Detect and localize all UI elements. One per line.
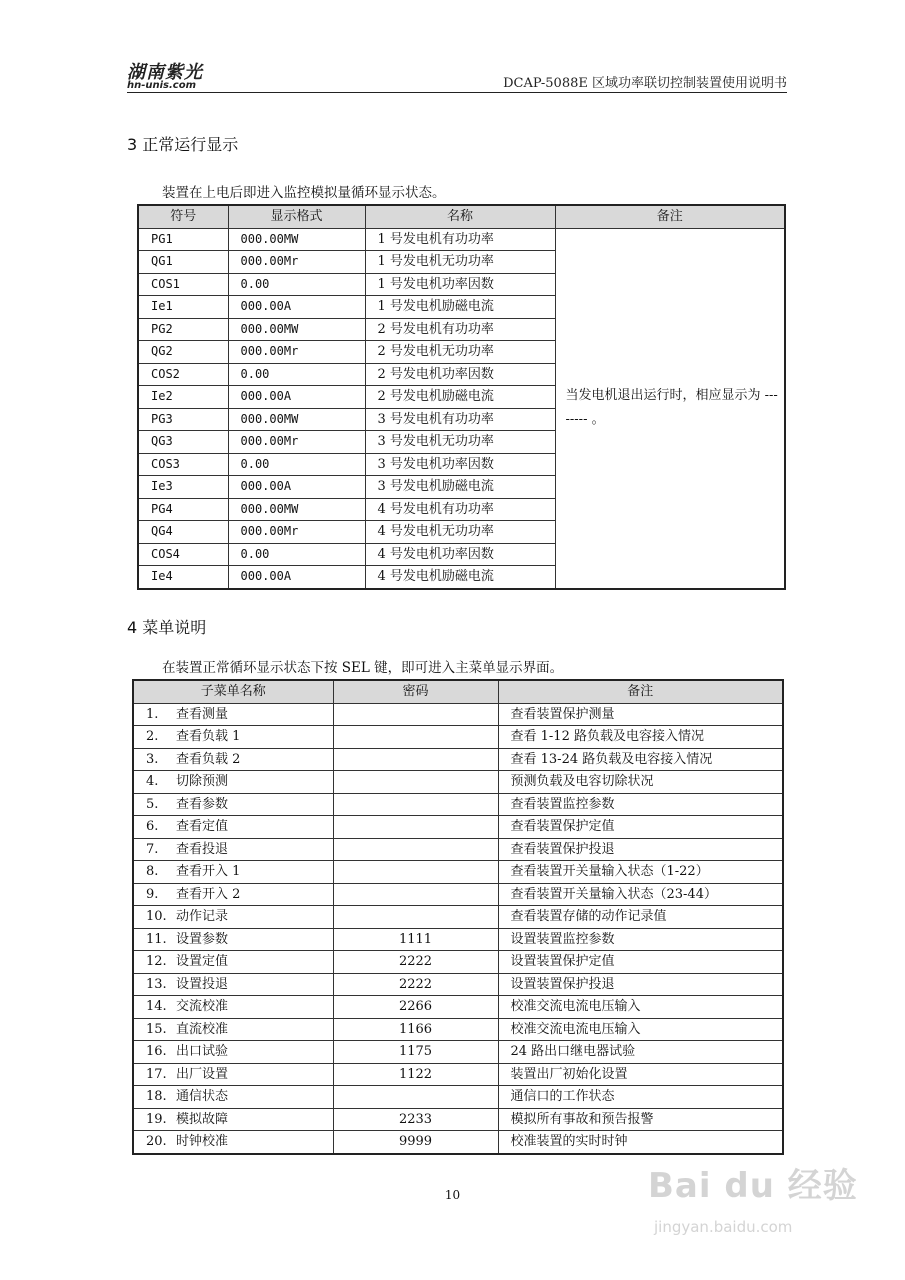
name-cell: 1 号发电机无功功率 — [365, 251, 555, 274]
symbol-cell: Ie4 — [138, 566, 228, 589]
symbol-cell: PG2 — [138, 318, 228, 341]
password-cell — [333, 816, 498, 839]
table-row — [133, 906, 783, 929]
submenu-name-cell — [133, 1018, 333, 1041]
remark-cell: 模拟所有事故和预告报警 — [498, 1108, 783, 1131]
item-number: 6. — [146, 819, 159, 835]
remark-cell: 设置装置监控参数 — [498, 928, 783, 951]
symbol-cell: QG3 — [138, 431, 228, 454]
menu-table — [132, 679, 784, 1155]
password-cell: 9999 — [333, 1131, 498, 1154]
remark-cell: 24 路出口继电器试验 — [498, 1041, 783, 1064]
submenu-name-cell — [133, 703, 333, 726]
item-name: 出厂设置 — [176, 1066, 229, 1082]
symbol-cell: QG2 — [138, 341, 228, 364]
password-cell — [333, 838, 498, 861]
submenu-name-cell — [133, 951, 333, 974]
item-name: 设置投退 — [176, 976, 229, 992]
submenu-name-cell — [133, 793, 333, 816]
item-number: 19. — [146, 1111, 167, 1127]
company-logo-url: hn-unis.com — [127, 80, 197, 91]
remark-cell: 查看装置存储的动作记录值 — [498, 906, 783, 929]
item-name: 查看投退 — [176, 841, 229, 857]
remark-cell: 设置装置保护投退 — [498, 973, 783, 996]
section-3-heading: 3 正常运行显示 — [127, 135, 239, 154]
format-cell: 000.00Mr — [228, 521, 365, 544]
symbol-cell: PG4 — [138, 498, 228, 521]
password-cell: 2233 — [333, 1108, 498, 1131]
table-row — [133, 973, 783, 996]
item-number: 20. — [146, 1134, 167, 1150]
format-cell: 000.00MW — [228, 498, 365, 521]
symbol-cell: COS3 — [138, 453, 228, 476]
symbol-cell: QG1 — [138, 251, 228, 274]
symbol-cell: Ie3 — [138, 476, 228, 499]
table-header-row — [133, 680, 783, 703]
page-number: 10 — [444, 1188, 461, 1202]
format-cell: 000.00A — [228, 296, 365, 319]
name-cell: 4 号发电机有功功率 — [365, 498, 555, 521]
name-cell: 1 号发电机有功功率 — [365, 228, 555, 251]
table-row — [138, 228, 785, 251]
name-cell: 4 号发电机励磁电流 — [365, 566, 555, 589]
submenu-name-cell — [133, 1063, 333, 1086]
table-row — [133, 996, 783, 1019]
watermark-url: jingyan.baidu.com — [654, 1218, 793, 1236]
name-cell: 3 号发电机功率因数 — [365, 453, 555, 476]
name-cell: 1 号发电机功率因数 — [365, 273, 555, 296]
table-row — [133, 771, 783, 794]
table-row — [133, 1063, 783, 1086]
password-cell — [333, 906, 498, 929]
remark-cell: 查看 1-12 路负载及电容接入情况 — [498, 726, 783, 749]
password-cell — [333, 861, 498, 884]
item-number: 8. — [146, 864, 159, 880]
item-number: 7. — [146, 841, 159, 857]
password-cell: 1122 — [333, 1063, 498, 1086]
remark-cell: 校准交流电流电压输入 — [498, 1018, 783, 1041]
table-row — [133, 928, 783, 951]
remark-cell: 查看装置监控参数 — [498, 793, 783, 816]
item-number: 10. — [146, 909, 167, 925]
symbol-cell: PG1 — [138, 228, 228, 251]
format-cell: 000.00A — [228, 566, 365, 589]
name-cell: 3 号发电机无功功率 — [365, 431, 555, 454]
format-cell: 0.00 — [228, 273, 365, 296]
submenu-name-cell — [133, 906, 333, 929]
remark-cell: 查看装置保护定值 — [498, 816, 783, 839]
table-row — [133, 1108, 783, 1131]
remark-cell: 装置出厂初始化设置 — [498, 1063, 783, 1086]
baidu-watermark — [648, 1158, 858, 1236]
watermark-logo: Bai du 经验 — [648, 1166, 858, 1206]
remark-cell: 查看装置开关量输入状态（1-22） — [498, 861, 783, 884]
item-name: 通信状态 — [176, 1089, 229, 1105]
symbol-cell: COS4 — [138, 543, 228, 566]
section-4-heading: 4 菜单说明 — [127, 618, 207, 637]
section-3-intro: 装置在上电后即进入监控模拟量循环显示状态。 — [162, 185, 446, 201]
table-header-row — [138, 205, 785, 228]
item-name: 查看参数 — [176, 796, 229, 812]
item-name: 查看负载 1 — [176, 729, 241, 745]
password-cell: 2222 — [333, 973, 498, 996]
password-cell — [333, 883, 498, 906]
col-header-symbol: 符号 — [138, 205, 228, 228]
password-cell: 1175 — [333, 1041, 498, 1064]
remark-cell: 校准装置的实时时钟 — [498, 1131, 783, 1154]
item-number: 18. — [146, 1089, 167, 1105]
format-cell: 0.00 — [228, 363, 365, 386]
submenu-name-cell — [133, 816, 333, 839]
table-row — [133, 748, 783, 771]
format-cell: 0.00 — [228, 543, 365, 566]
remark-cell: 查看 13-24 路负载及电容接入情况 — [498, 748, 783, 771]
item-name: 查看定值 — [176, 819, 229, 835]
table-row — [133, 726, 783, 749]
item-number: 17. — [146, 1066, 167, 1082]
note-cell: 当发电机退出运行时，相应显示为 -------- 。 — [555, 228, 785, 589]
submenu-name-cell — [133, 726, 333, 749]
item-number: 15. — [146, 1021, 167, 1037]
table-row — [133, 838, 783, 861]
item-name: 切除预测 — [176, 774, 229, 790]
submenu-name-cell — [133, 1041, 333, 1064]
password-cell — [333, 726, 498, 749]
name-cell: 2 号发电机功率因数 — [365, 363, 555, 386]
item-name: 交流校准 — [176, 999, 229, 1015]
format-cell: 000.00MW — [228, 228, 365, 251]
password-cell: 1111 — [333, 928, 498, 951]
password-cell — [333, 771, 498, 794]
password-cell — [333, 703, 498, 726]
format-cell: 000.00Mr — [228, 251, 365, 274]
format-cell: 000.00MW — [228, 408, 365, 431]
item-number: 11. — [146, 931, 167, 947]
submenu-name-cell — [133, 996, 333, 1019]
remark-cell: 查看装置保护测量 — [498, 703, 783, 726]
item-name: 查看负载 2 — [176, 751, 241, 767]
symbol-cell: COS1 — [138, 273, 228, 296]
submenu-name-cell — [133, 748, 333, 771]
format-cell: 000.00Mr — [228, 341, 365, 364]
name-cell: 2 号发电机有功功率 — [365, 318, 555, 341]
name-cell: 2 号发电机励磁电流 — [365, 386, 555, 409]
company-logo: 湖南紫光 — [127, 62, 203, 83]
item-number: 16. — [146, 1044, 167, 1060]
password-cell: 2266 — [333, 996, 498, 1019]
col-header-note: 备注 — [555, 205, 785, 228]
symbol-cell: Ie2 — [138, 386, 228, 409]
remark-cell: 查看装置开关量输入状态（23-44） — [498, 883, 783, 906]
remark-cell: 设置装置保护定值 — [498, 951, 783, 974]
password-cell — [333, 748, 498, 771]
format-cell: 0.00 — [228, 453, 365, 476]
name-cell: 4 号发电机无功功率 — [365, 521, 555, 544]
submenu-name-cell — [133, 1131, 333, 1154]
col-header-submenu: 子菜单名称 — [133, 680, 333, 703]
table-row — [133, 951, 783, 974]
name-cell: 3 号发电机有功功率 — [365, 408, 555, 431]
name-cell: 2 号发电机无功功率 — [365, 341, 555, 364]
item-name: 设置参数 — [176, 931, 229, 947]
item-number: 12. — [146, 954, 167, 970]
item-name: 时钟校准 — [176, 1134, 229, 1150]
item-name: 动作记录 — [176, 909, 229, 925]
name-cell: 4 号发电机功率因数 — [365, 543, 555, 566]
table-row — [133, 1086, 783, 1109]
item-name: 设置定值 — [176, 954, 229, 970]
format-cell: 000.00Mr — [228, 431, 365, 454]
item-number: 5. — [146, 796, 159, 812]
password-cell — [333, 793, 498, 816]
col-header-name: 名称 — [365, 205, 555, 228]
submenu-name-cell — [133, 1086, 333, 1109]
remark-cell: 预测负载及电容切除状况 — [498, 771, 783, 794]
item-number: 2. — [146, 729, 159, 745]
submenu-name-cell — [133, 973, 333, 996]
name-cell: 3 号发电机励磁电流 — [365, 476, 555, 499]
item-name: 直流校准 — [176, 1021, 229, 1037]
password-cell: 2222 — [333, 951, 498, 974]
item-name: 查看测量 — [176, 706, 229, 722]
item-name: 查看开入 2 — [176, 886, 241, 902]
item-number: 3. — [146, 751, 159, 767]
format-cell: 000.00A — [228, 386, 365, 409]
symbol-cell: PG3 — [138, 408, 228, 431]
password-cell — [333, 1086, 498, 1109]
submenu-name-cell — [133, 861, 333, 884]
document-title: DCAP-5088E 区域功率联切控制装置使用说明书 — [503, 76, 787, 91]
format-cell: 000.00MW — [228, 318, 365, 341]
table-row — [133, 883, 783, 906]
remark-cell: 查看装置保护投退 — [498, 838, 783, 861]
table-row — [133, 1041, 783, 1064]
table-row — [133, 703, 783, 726]
item-number: 13. — [146, 976, 167, 992]
item-number: 9. — [146, 886, 159, 902]
symbol-cell: Ie1 — [138, 296, 228, 319]
item-name: 出口试验 — [176, 1044, 229, 1060]
table-row — [133, 1131, 783, 1154]
item-number: 1. — [146, 706, 159, 722]
table-row — [133, 816, 783, 839]
item-name: 查看开入 1 — [176, 864, 241, 880]
name-cell: 1 号发电机励磁电流 — [365, 296, 555, 319]
submenu-name-cell — [133, 928, 333, 951]
format-cell: 000.00A — [228, 476, 365, 499]
section-4-intro: 在装置正常循环显示状态下按 SEL 键，即可进入主菜单显示界面。 — [162, 660, 564, 676]
item-number: 4. — [146, 774, 159, 790]
item-name: 模拟故障 — [176, 1111, 229, 1127]
page-header — [127, 52, 787, 93]
col-header-format: 显示格式 — [228, 205, 365, 228]
symbol-cell: COS2 — [138, 363, 228, 386]
table-row — [133, 793, 783, 816]
table-row — [133, 1018, 783, 1041]
submenu-name-cell — [133, 771, 333, 794]
password-cell: 1166 — [333, 1018, 498, 1041]
col-header-remark: 备注 — [498, 680, 783, 703]
submenu-name-cell — [133, 838, 333, 861]
remark-cell: 通信口的工作状态 — [498, 1086, 783, 1109]
display-format-table — [137, 204, 786, 590]
symbol-cell: QG4 — [138, 521, 228, 544]
remark-cell: 校准交流电流电压输入 — [498, 996, 783, 1019]
col-header-password: 密码 — [333, 680, 498, 703]
table-row — [133, 861, 783, 884]
submenu-name-cell — [133, 1108, 333, 1131]
item-number: 14. — [146, 999, 167, 1015]
submenu-name-cell — [133, 883, 333, 906]
